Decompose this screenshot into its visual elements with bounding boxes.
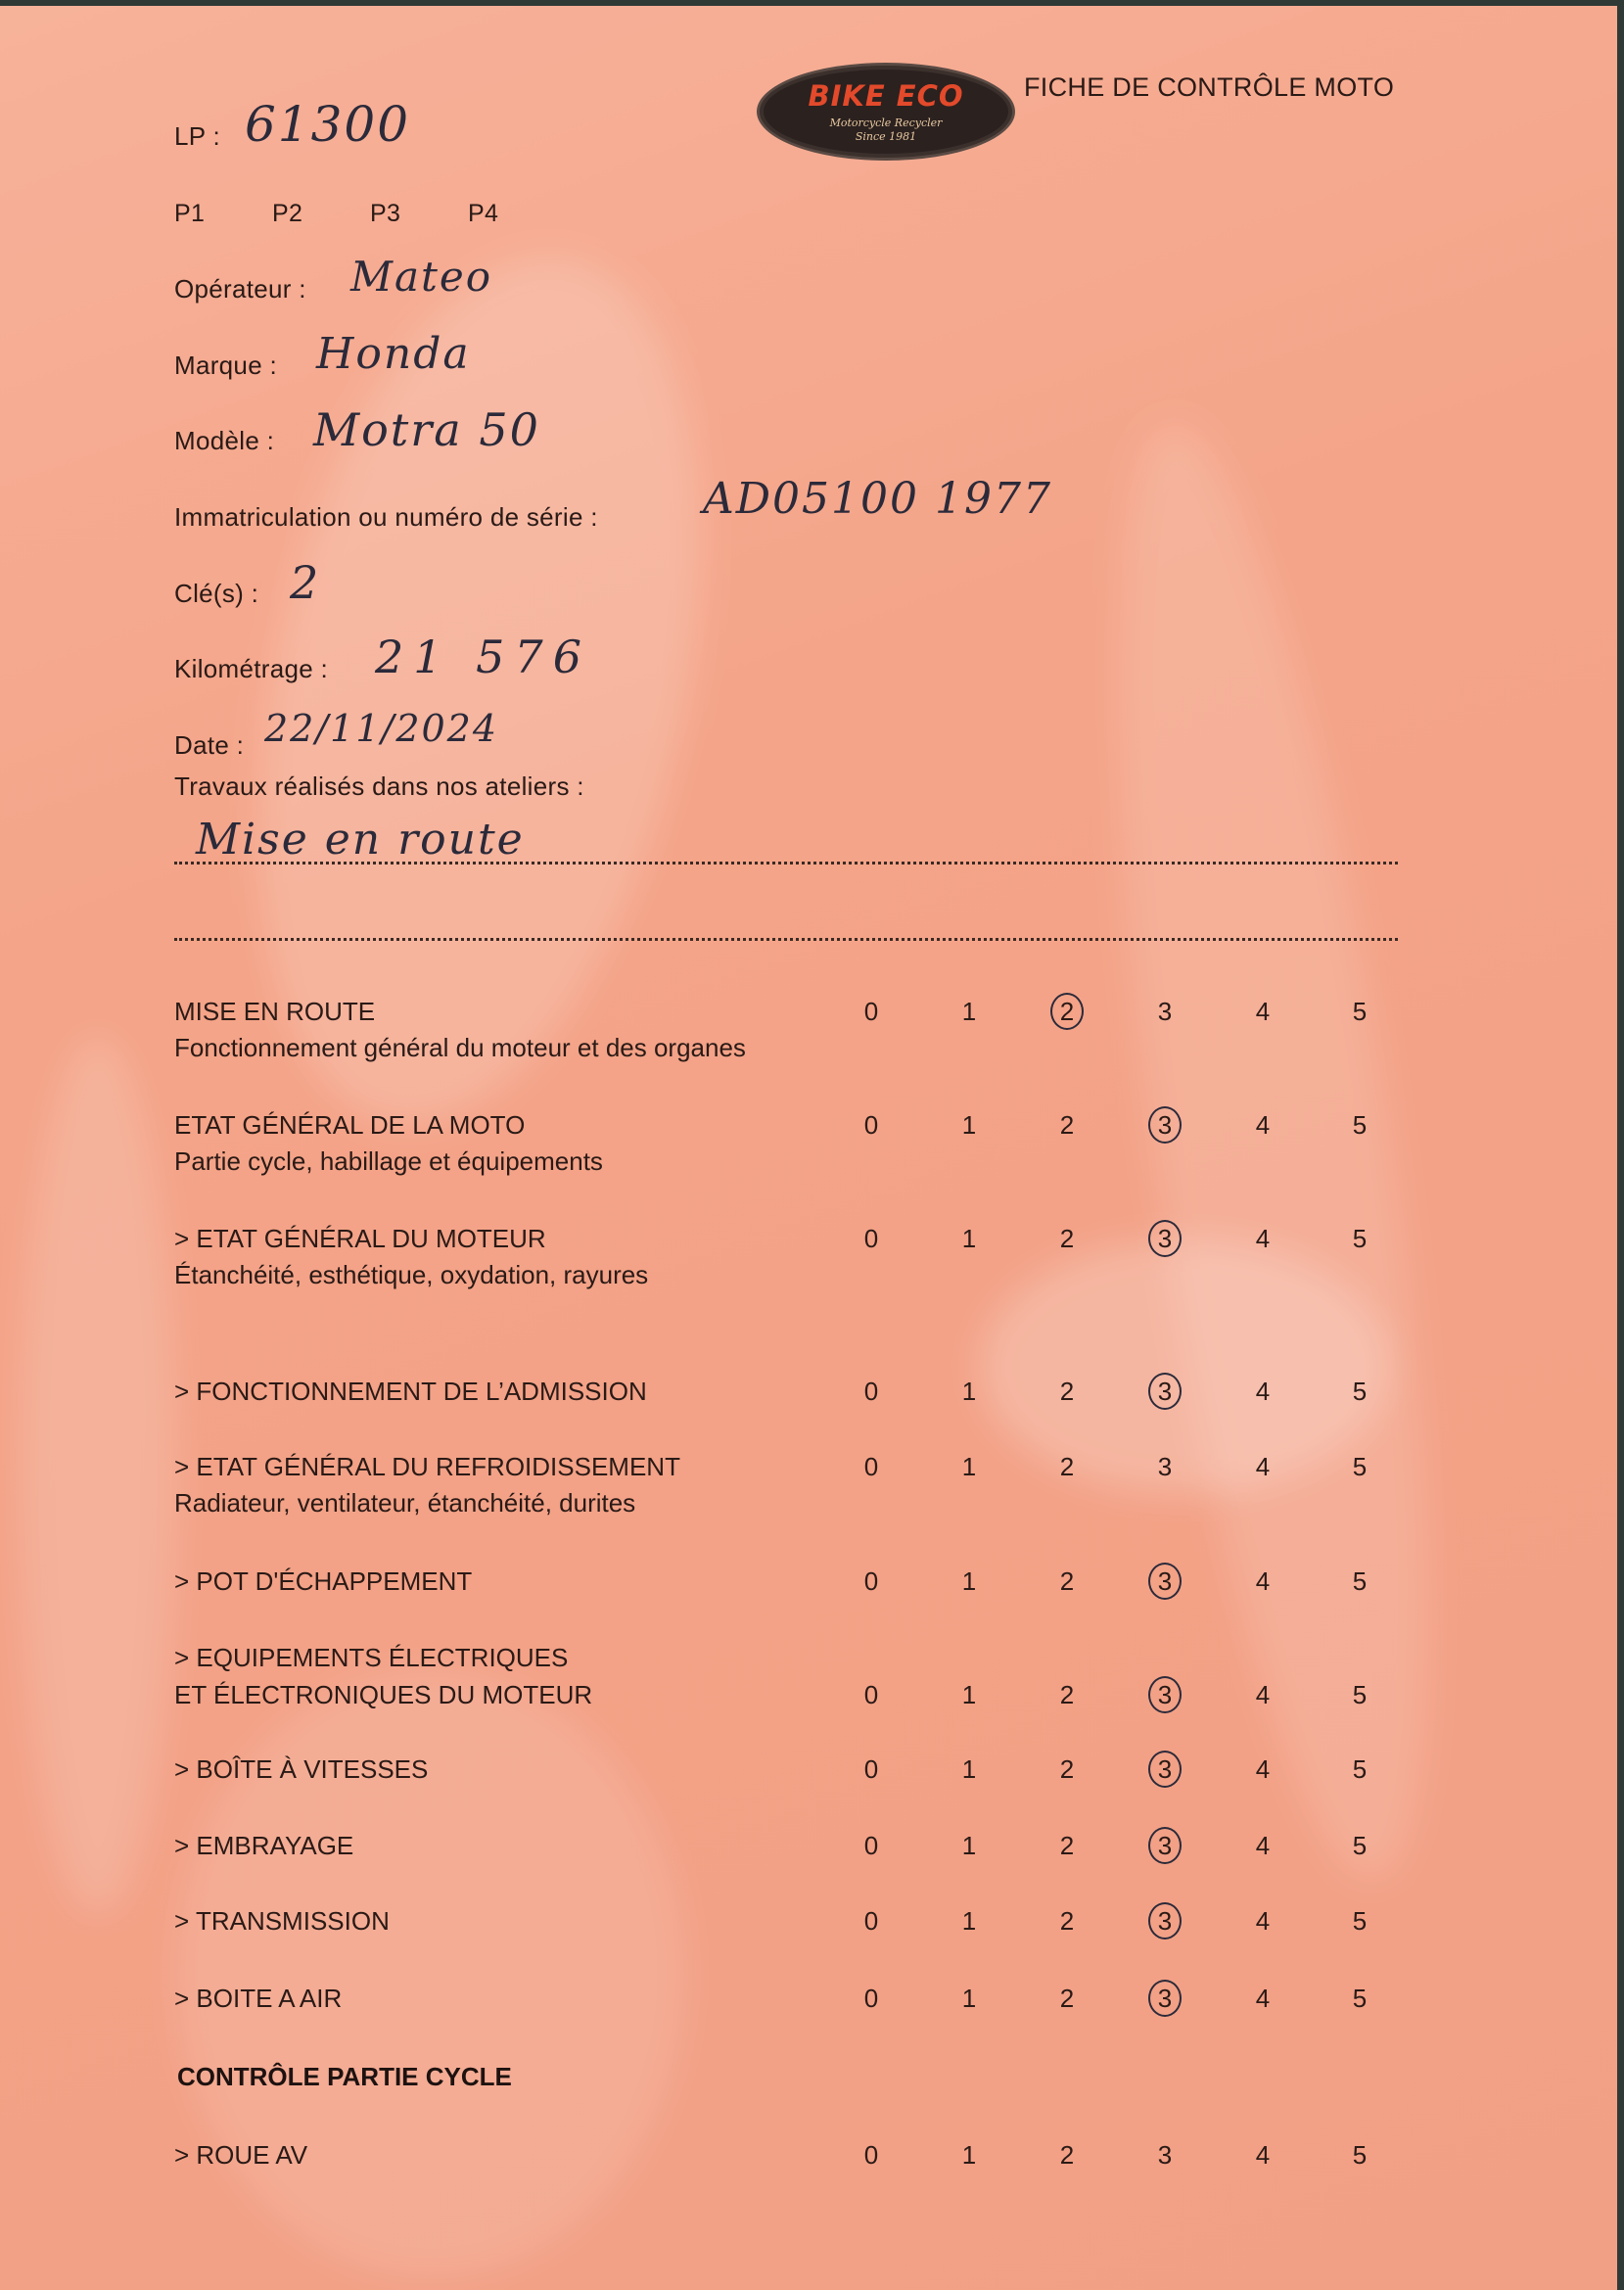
score-1[interactable]: 1 [961, 1754, 977, 1784]
checklist-row [0, 1984, 1617, 2062]
score-4[interactable]: 4 [1255, 1680, 1271, 1709]
checklist-row [0, 1754, 1617, 1833]
score-0[interactable]: 0 [863, 1566, 879, 1596]
score-3-selected[interactable]: 3 [1148, 1373, 1182, 1410]
checklist-item-title: > EQUIPEMENTS ÉLECTRIQUES [174, 1643, 569, 1672]
score-3-selected[interactable]: 3 [1148, 1827, 1182, 1864]
checklist-row [0, 2140, 1617, 2219]
logo-since: Since 1981 [855, 130, 917, 143]
score-2[interactable]: 2 [1059, 1831, 1075, 1860]
checklist-item-title: > ETAT GÉNÉRAL DU REFROIDISSEMENT [174, 1452, 680, 1481]
checklist-item-title: ET ÉLECTRONIQUES DU MOTEUR [174, 1680, 593, 1709]
checklist-row [0, 1906, 1617, 1985]
position-p3: P3 [370, 200, 401, 227]
modele-value: Motra 50 [313, 403, 540, 456]
checklist-item-title: > BOÎTE À VITESSES [174, 1754, 429, 1784]
bike-eco-logo [757, 63, 1015, 161]
checklist-row [0, 1680, 1617, 1758]
score-5[interactable]: 5 [1352, 1110, 1368, 1140]
logo-tagline: Motorcycle Recycler [829, 117, 943, 129]
position-p2: P2 [272, 200, 303, 227]
score-4[interactable]: 4 [1255, 1831, 1271, 1860]
score-1[interactable]: 1 [961, 997, 977, 1026]
score-1[interactable]: 1 [961, 1566, 977, 1596]
score-5[interactable]: 5 [1352, 1754, 1368, 1784]
lp-value: 61300 [245, 96, 411, 153]
km-value: 21 576 [375, 631, 591, 683]
score-0[interactable]: 0 [863, 1984, 879, 2013]
score-0[interactable]: 0 [863, 1452, 879, 1481]
date-value: 22/11/2024 [264, 707, 499, 750]
score-5[interactable]: 5 [1352, 997, 1368, 1026]
checklist-item-title: > FONCTIONNEMENT DE L’ADMISSION [174, 1377, 647, 1406]
score-1[interactable]: 1 [961, 1680, 977, 1709]
score-1[interactable]: 1 [961, 1906, 977, 1936]
score-4[interactable]: 4 [1255, 2140, 1271, 2170]
section-partie-cycle: CONTRÔLE PARTIE CYCLE [177, 2062, 512, 2091]
control-sheet [0, 6, 1617, 2290]
score-0[interactable]: 0 [863, 1754, 879, 1784]
checklist-item-title: MISE EN ROUTE [174, 997, 376, 1026]
operateur-value: Mateo [350, 253, 493, 301]
checklist-row [0, 1566, 1617, 1645]
score-1[interactable]: 1 [961, 1984, 977, 2013]
score-3[interactable]: 3 [1157, 2140, 1173, 2170]
score-1[interactable]: 1 [961, 1377, 977, 1406]
score-2[interactable]: 2 [1059, 1566, 1075, 1596]
score-2[interactable]: 2 [1059, 1452, 1075, 1481]
score-5[interactable]: 5 [1352, 1566, 1368, 1596]
modele-label: Modèle : [174, 426, 275, 455]
score-0[interactable]: 0 [863, 1906, 879, 1936]
score-4[interactable]: 4 [1255, 1906, 1271, 1936]
score-5[interactable]: 5 [1352, 1906, 1368, 1936]
km-label: Kilométrage : [174, 654, 329, 683]
score-1[interactable]: 1 [961, 1224, 977, 1253]
checklist-row [0, 1452, 1617, 1530]
marque-label: Marque : [174, 351, 278, 380]
logo-brand: BIKE ECO [808, 79, 964, 113]
score-0[interactable]: 0 [863, 1224, 879, 1253]
score-2[interactable]: 2 [1059, 1680, 1075, 1709]
score-2[interactable]: 2 [1059, 2140, 1075, 2170]
lp-label: LP : [174, 121, 220, 151]
score-5[interactable]: 5 [1352, 2140, 1368, 2170]
score-3-selected[interactable]: 3 [1148, 1980, 1182, 2017]
cles-value: 2 [290, 556, 321, 609]
checklist-item-title: > EMBRAYAGE [174, 1831, 354, 1860]
score-2[interactable]: 2 [1059, 1906, 1075, 1936]
checklist-item-subtitle: Radiateur, ventilateur, étanchéité, durites [174, 1488, 636, 1518]
score-3-selected[interactable]: 3 [1148, 1220, 1182, 1257]
checklist-row [0, 1377, 1617, 1455]
score-4[interactable]: 4 [1255, 1377, 1271, 1406]
score-5[interactable]: 5 [1352, 1831, 1368, 1860]
score-1[interactable]: 1 [961, 1831, 977, 1860]
score-2[interactable]: 2 [1059, 1377, 1075, 1406]
score-4[interactable]: 4 [1255, 1754, 1271, 1784]
score-0[interactable]: 0 [863, 1680, 879, 1709]
checklist-row [0, 1224, 1617, 1302]
score-4[interactable]: 4 [1255, 1110, 1271, 1140]
score-4[interactable]: 4 [1255, 1566, 1271, 1596]
score-3-selected[interactable]: 3 [1148, 1902, 1182, 1939]
score-0[interactable]: 0 [863, 1831, 879, 1860]
score-5[interactable]: 5 [1352, 1224, 1368, 1253]
score-4[interactable]: 4 [1255, 1984, 1271, 2013]
cles-label: Clé(s) : [174, 579, 259, 608]
travaux-value: Mise en route [196, 815, 525, 865]
score-2[interactable]: 2 [1059, 1224, 1075, 1253]
operateur-label: Opérateur : [174, 274, 306, 304]
score-2[interactable]: 2 [1059, 1754, 1075, 1784]
score-5[interactable]: 5 [1352, 1377, 1368, 1406]
score-5[interactable]: 5 [1352, 1680, 1368, 1709]
score-5[interactable]: 5 [1352, 1452, 1368, 1481]
position-p4: P4 [468, 200, 499, 227]
score-4[interactable]: 4 [1255, 1452, 1271, 1481]
checklist-row [0, 1831, 1617, 1909]
immat-label: Immatriculation ou numéro de série : [174, 502, 598, 532]
sheet-title: FICHE DE CONTRÔLE MOTO [1024, 72, 1395, 102]
score-3-selected[interactable]: 3 [1148, 1563, 1182, 1600]
score-2[interactable]: 2 [1059, 1110, 1075, 1140]
position-p1: P1 [174, 200, 206, 227]
score-0[interactable]: 0 [863, 1377, 879, 1406]
checklist-item-title: > POT D'ÉCHAPPEMENT [174, 1566, 473, 1596]
score-4[interactable]: 4 [1255, 997, 1271, 1026]
score-3-selected[interactable]: 3 [1148, 1751, 1182, 1788]
checklist-item-title: > ETAT GÉNÉRAL DU MOTEUR [174, 1224, 546, 1253]
score-0[interactable]: 0 [863, 1110, 879, 1140]
score-3[interactable]: 3 [1157, 997, 1173, 1026]
score-1[interactable]: 1 [961, 2140, 977, 2170]
checklist-item-title: > ROUE AV [174, 2140, 308, 2170]
checklist-item-subtitle: Partie cycle, habillage et équipements [174, 1146, 603, 1176]
travaux-label: Travaux réalisés dans nos ateliers : [174, 771, 584, 801]
score-4[interactable]: 4 [1255, 1224, 1271, 1253]
score-1[interactable]: 1 [961, 1110, 977, 1140]
immat-value: AD05100 1977 [703, 474, 1052, 524]
checklist-item-subtitle: Étanchéité, esthétique, oxydation, rayures [174, 1260, 649, 1289]
score-2-selected[interactable]: 2 [1050, 993, 1084, 1030]
marque-value: Honda [316, 329, 471, 379]
checklist-item-subtitle: Fonctionnement général du moteur et des organes [174, 1033, 746, 1062]
travaux-line-2 [174, 938, 1398, 941]
checklist-row [0, 997, 1617, 1075]
score-3[interactable]: 3 [1157, 1452, 1173, 1481]
checklist-item-title: > BOITE A AIR [174, 1984, 343, 2013]
score-0[interactable]: 0 [863, 2140, 879, 2170]
date-label: Date : [174, 730, 245, 760]
checklist-item-title: > TRANSMISSION [174, 1906, 390, 1936]
score-3-selected[interactable]: 3 [1148, 1106, 1182, 1144]
score-5[interactable]: 5 [1352, 1984, 1368, 2013]
checklist-item-title: ETAT GÉNÉRAL DE LA MOTO [174, 1110, 526, 1140]
travaux-line-1 [174, 862, 1398, 865]
score-0[interactable]: 0 [863, 997, 879, 1026]
score-2[interactable]: 2 [1059, 1984, 1075, 2013]
checklist-row [0, 1110, 1617, 1189]
score-1[interactable]: 1 [961, 1452, 977, 1481]
score-3-selected[interactable]: 3 [1148, 1676, 1182, 1713]
